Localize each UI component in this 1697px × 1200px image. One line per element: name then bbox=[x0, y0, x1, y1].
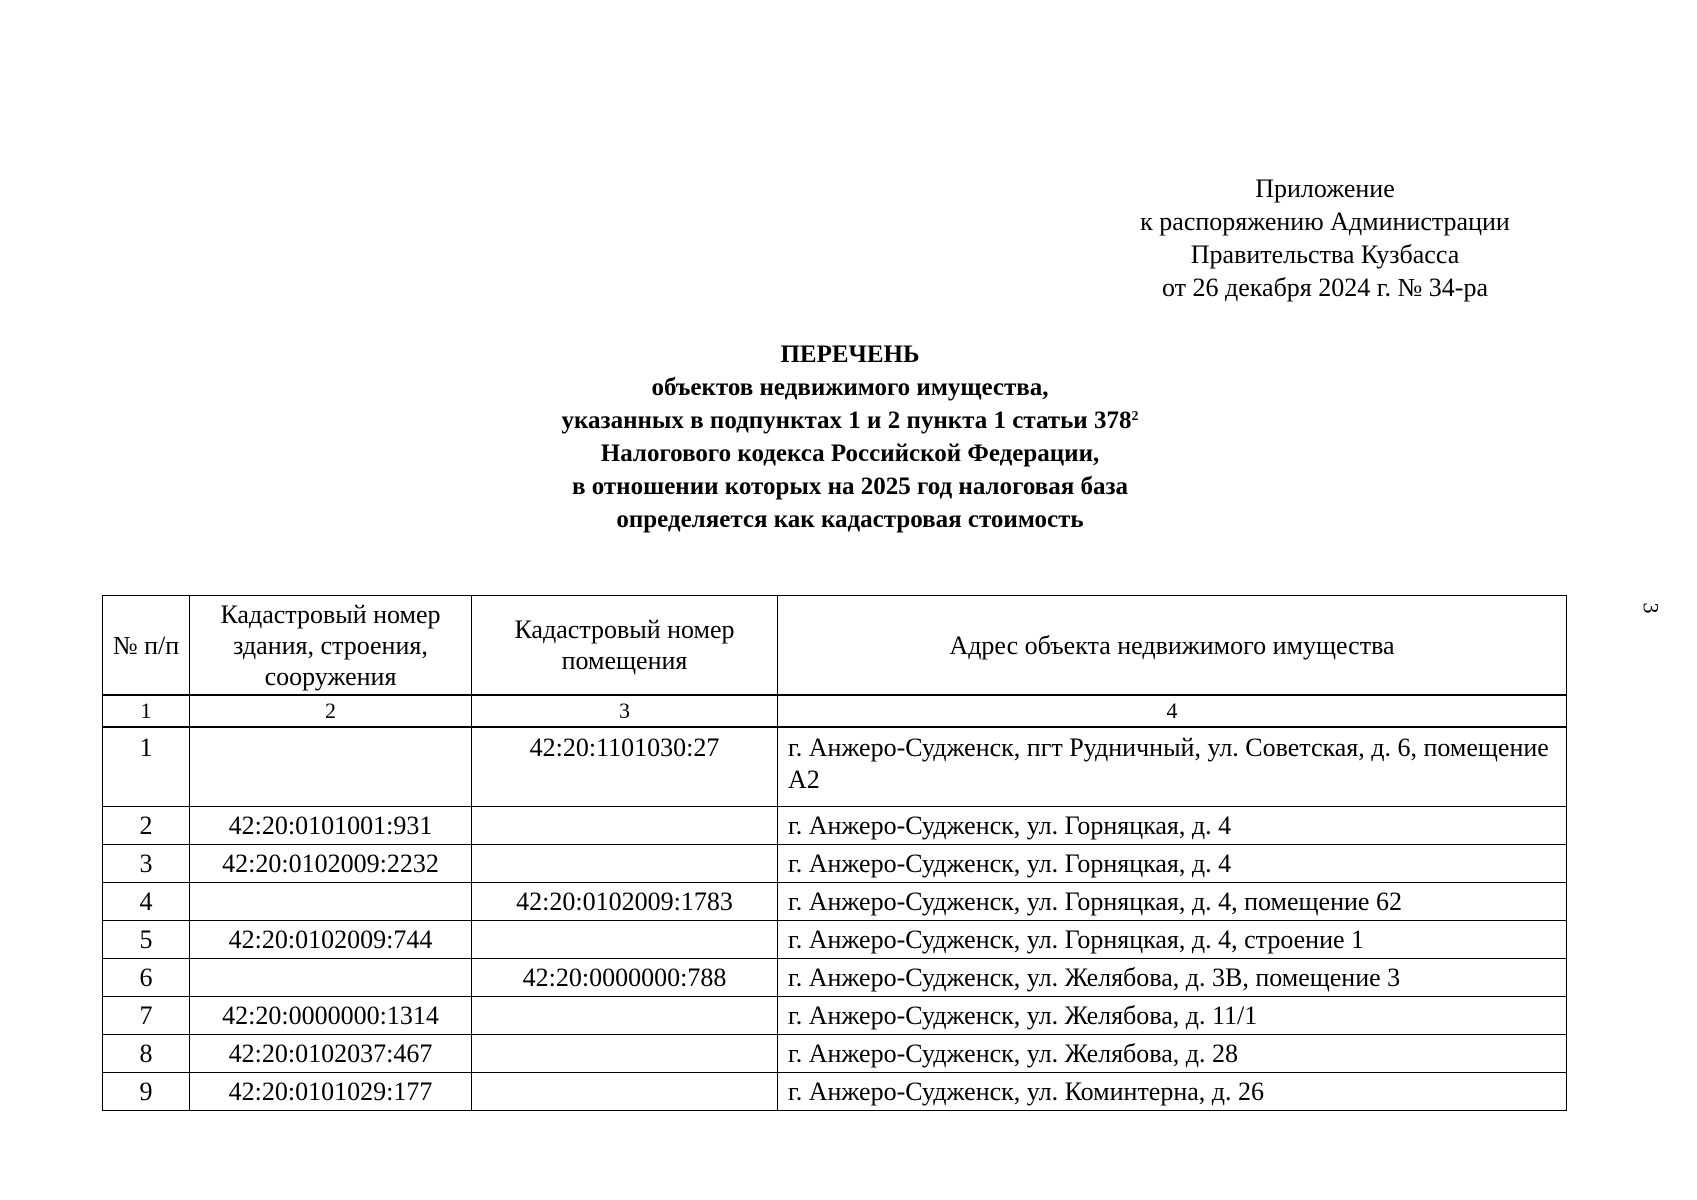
building-cadastral-number: 42:20:0101001:931 bbox=[190, 807, 472, 845]
table-header-row bbox=[103, 596, 1567, 696]
property-address: г. Анжеро-Судженск, ул. Коминтерна, д. 26 bbox=[778, 1073, 1567, 1111]
building-cadastral-number: 42:20:0000000:1314 bbox=[190, 997, 472, 1035]
premise-cadastral-number bbox=[472, 1073, 778, 1111]
row-number: 9 bbox=[103, 1073, 190, 1111]
property-address: г. Анжеро-Судженск, ул. Горняцкая, д. 4, помещение 62 bbox=[778, 883, 1567, 921]
building-cadastral-number: 42:20:0102009:2232 bbox=[190, 845, 472, 883]
title-line: в отношении которых на 2025 год налоговая база bbox=[571, 473, 1129, 500]
table-row bbox=[103, 845, 1567, 883]
building-cadastral-number: 42:20:0102037:467 bbox=[190, 1035, 472, 1073]
document-title bbox=[430, 338, 1270, 536]
row-number: 1 bbox=[103, 727, 190, 807]
title-line-text: указанных в подпунктах 1 и 2 пункта 1 статьи 378 bbox=[561, 407, 1132, 434]
property-address: г. Анжеро-Судженск, ул. Горняцкая, д. 4 bbox=[778, 807, 1567, 845]
header-address: Адрес объекта недвижимого имущества bbox=[778, 596, 1567, 696]
appendix-date-line: от 26 декабря 2024 г. № 34-ра bbox=[1162, 273, 1488, 302]
table-row bbox=[103, 959, 1567, 997]
table-row bbox=[103, 883, 1567, 921]
header-number: № п/п bbox=[103, 596, 190, 696]
building-cadastral-number bbox=[190, 883, 472, 921]
title-line: объектов недвижимого имущества, bbox=[651, 374, 1049, 401]
appendix-block bbox=[1100, 172, 1550, 304]
table-row bbox=[103, 727, 1567, 807]
header-building-cadastral: Кадастровый номер здания, строения, сооружения bbox=[190, 596, 472, 696]
premise-cadastral-number bbox=[472, 1035, 778, 1073]
table-row bbox=[103, 1035, 1567, 1073]
row-number: 2 bbox=[103, 807, 190, 845]
premise-cadastral-number: 42:20:0102009:1783 bbox=[472, 883, 778, 921]
property-table bbox=[102, 595, 1567, 1111]
column-number: 2 bbox=[190, 695, 472, 727]
property-address: г. Анжеро-Судженск, ул. Желябова, д. 3В, помещение 3 bbox=[778, 959, 1567, 997]
title-line-with-article bbox=[430, 404, 1270, 437]
building-cadastral-number: 42:20:0101029:177 bbox=[190, 1073, 472, 1111]
page-number: 3 bbox=[1638, 602, 1664, 614]
property-address: г. Анжеро-Судженск, ул. Горняцкая, д. 4, строение 1 bbox=[778, 921, 1567, 959]
appendix-line: к распоряжению Администрации bbox=[1140, 207, 1510, 236]
building-cadastral-number bbox=[190, 727, 472, 807]
row-number: 3 bbox=[103, 845, 190, 883]
property-address: г. Анжеро-Судженск, ул. Горняцкая, д. 4 bbox=[778, 845, 1567, 883]
building-cadastral-number: 42:20:0102009:744 bbox=[190, 921, 472, 959]
column-number: 3 bbox=[472, 695, 778, 727]
building-cadastral-number bbox=[190, 959, 472, 997]
premise-cadastral-number bbox=[472, 921, 778, 959]
title-line: Налогового кодекса Российской Федерации, bbox=[600, 440, 1100, 467]
title-heading: ПЕРЕЧЕНЬ bbox=[780, 341, 920, 368]
column-number: 1 bbox=[103, 695, 190, 727]
column-number-row bbox=[103, 695, 1567, 727]
premise-cadastral-number bbox=[472, 807, 778, 845]
article-superscript: 2 bbox=[1131, 409, 1139, 424]
property-address: г. Анжеро-Судженск, ул. Желябова, д. 28 bbox=[778, 1035, 1567, 1073]
property-address: г. Анжеро-Судженск, пгт Рудничный, ул. Советская, д. 6, помещение А2 bbox=[778, 727, 1567, 807]
row-number: 8 bbox=[103, 1035, 190, 1073]
premise-cadastral-number bbox=[472, 997, 778, 1035]
column-number: 4 bbox=[778, 695, 1567, 727]
row-number: 4 bbox=[103, 883, 190, 921]
table-row bbox=[103, 807, 1567, 845]
property-address: г. Анжеро-Судженск, ул. Желябова, д. 11/1 bbox=[778, 997, 1567, 1035]
premise-cadastral-number: 42:20:1101030:27 bbox=[472, 727, 778, 807]
premise-cadastral-number: 42:20:0000000:788 bbox=[472, 959, 778, 997]
table-row bbox=[103, 1073, 1567, 1111]
appendix-line: Приложение bbox=[1255, 174, 1395, 203]
title-line: определяется как кадастровая стоимость bbox=[616, 506, 1084, 533]
appendix-line: Правительства Кузбасса bbox=[1190, 240, 1460, 269]
header-premise-cadastral: Кадастровый номер помещения bbox=[472, 596, 778, 696]
row-number: 6 bbox=[103, 959, 190, 997]
table-row bbox=[103, 997, 1567, 1035]
row-number: 7 bbox=[103, 997, 190, 1035]
table-row bbox=[103, 921, 1567, 959]
row-number: 5 bbox=[103, 921, 190, 959]
premise-cadastral-number bbox=[472, 845, 778, 883]
